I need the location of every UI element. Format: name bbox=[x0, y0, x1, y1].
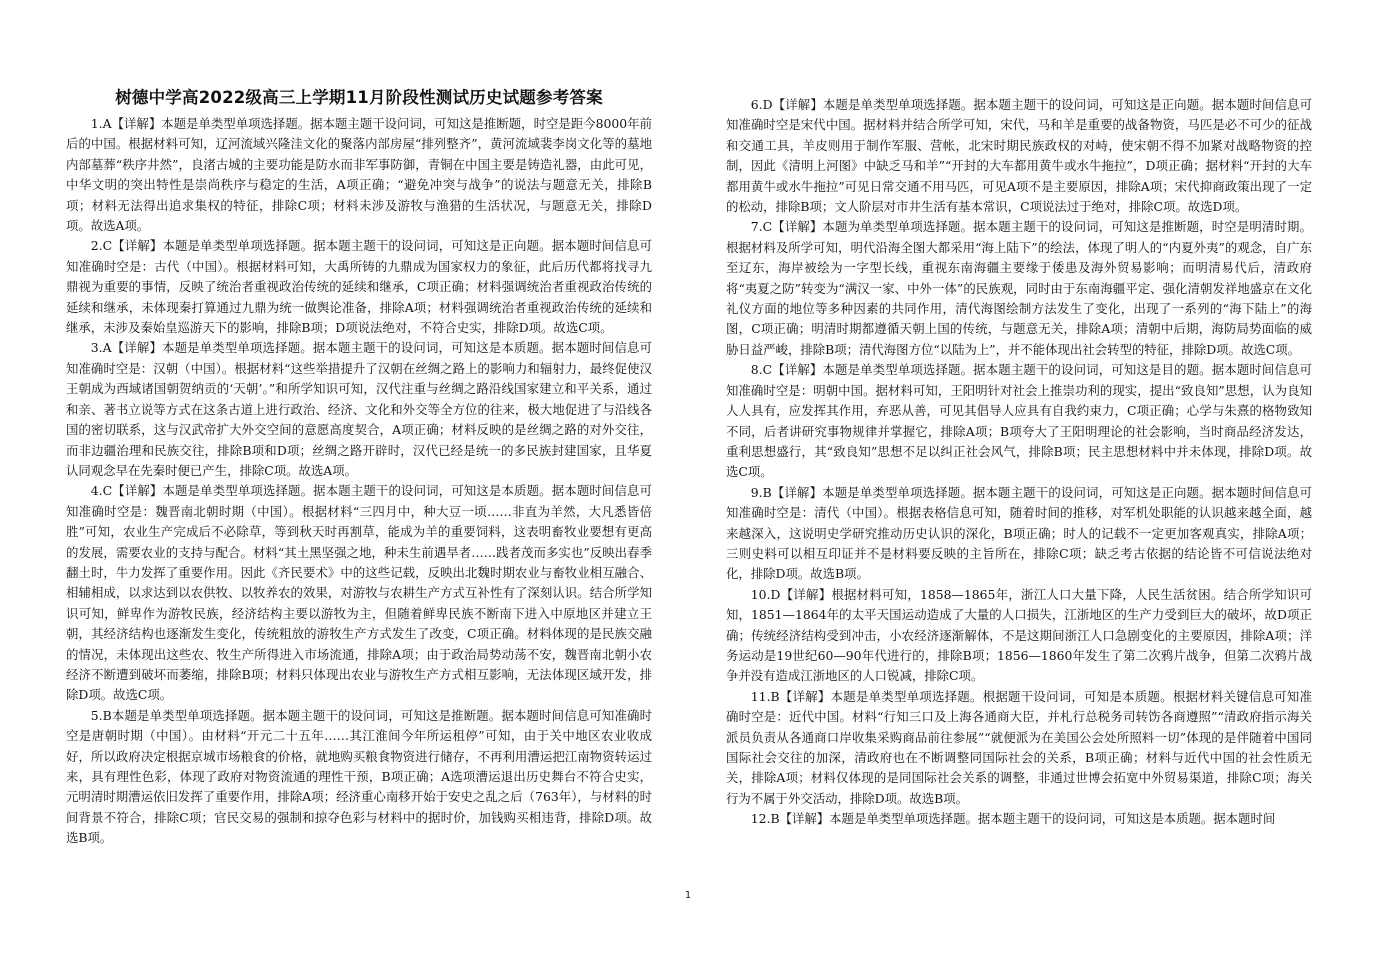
answer-paragraph-11: 11.B【详解】本题是单类型单项选择题。根据题干设问词，可知是本质题。根据材料关键信息可知准确时空是：近代中国。材料“行知三口及上海各通商大臣，并札行总税务司转饬各商遵照”“清政府指示海关派员负责从各通商口岸收集采购商品前往参展”“就便派为在美国公会处所照料一切”体现的是伴随着中国同国际社会交往的加深，清政府也在不断调整同国际社会的关系，B项正确；材料与近代中国的社会性质无关，排除A项；材料仅体现的是同国际社会关系的调整，非通过世博会拓宽中外贸易渠道，排除C项；海关行为不属于外交活动，排除D项。故选B项。 bbox=[726, 688, 1312, 806]
answer-paragraph-3: 3.A【详解】本题是单类型单项选择题。据本题主题干的设问词，可知这是本质题。据本题时间信息可知准确时空是：汉朝（中国）。根据材料“这些举措提升了汉朝在丝绸之路上的影响力和辐射力，最终促使汉王朝成为西域诸国朝贺纳贡的‘天朝’。”和所学知识可知，汉代注重与丝绸之路沿线国家建立和平关系，通过和亲、著书立说等方式在这条古道上进行政治、经济、文化和外交等全方位的往来，极大地促进了与沿线各国的密切联系，这与汉武帝扩大外交空间的意愿高度契合，A项正确；材料反映的是丝绸之路的对外交往，而非边疆治理和民族交往，排除B项和D项；丝绸之路开辟时，汉代已经是统一的多民族封建国家，且华夏认同观念早在先秦时便已产生，排除C项。故选A项。 bbox=[66, 340, 652, 478]
answer-paragraph-5: 5.B本题是单类型单项选择题。据本题主题干的设问词，可知这是推断题。据本题时间信息可知准确时空是唐朝时期（中国）。由材料“开元二十五年……其江淮间今年所运租停”可知，由于关中地区农业收成好，所以政府决定根据京城市场粮食的价格，就地购买粮食物资进行储存，不再利用漕运把江南物资转运过来，具有理性色彩，体现了政府对物资流通的理性干预，B项正确；A选项漕运退出历史舞台不符合史实，元明清时期漕运依旧发挥了重要作用，排除A项；经济重心南移开始于安史之乱之后（763年），与材料的时间背景不符合，排除C项；官民交易的强制和掠夺色彩与材料中的据时价，加钱购买相违背，排除D项。故选B项。 bbox=[66, 707, 652, 846]
answer-paragraph-4: 4.C【详解】本题是单类型单项选择题。据本题主题干的设问词，可知这是本质题。据本题时间信息可知准确时空是：魏晋南北朝时期（中国）。根据材料“三四月中，种大豆一顷……非直为羊然，大凡悉皆倍胜”可知，农业生产完成后不必除草，等到秋天时再割草，能成为羊的重要饲料，这表明畜牧业要想有更高的发展，需要农业的支持与配合。材料“其土黑坚强之地，种未生前遇旱者……践者茂而多实也”反映出春季翻土时，牛力发挥了重要作用。因此《齐民要术》中的这些记载，反映出北魏时期农业与畜牧业相互融合、相辅相成，以求达到以农供牧、以牧养农的效果，对游牧与农耕生产方式互补性有了深刻认识。结合所学知识可知，鲜卑作为游牧民族，经济结构主要以游牧为主，但随着鲜卑民族不断南下进入中原地区并建立王朝，其经济结构也逐渐发生变化，传统粗放的游牧生产方式发生了改变，C项正确。材料体现的是民族交融的情况，未体现出这些农、牧生产所得进入市场流通，排除A项；由于政治局势动荡不安，魏晋南北朝小农经济不断遭到破坏而萎缩，排除B项；材料只体现出农业与游牧生产方式相互影响，无法体现区域开发，排除D项。故选C项。 bbox=[66, 483, 652, 703]
answer-paragraph-2: 2.C【详解】本题是单类型单项选择题。据本题主题干的设问词，可知这是正向题。据本题时间信息可知准确时空是：古代（中国）。根据材料可知，大禹所铸的九鼎成为国家权力的象征，此后历代都将找寻九鼎视为重要的事情，反映了统治者重视政治传统的延续和继承，C项正确；材料强调统治者重视政治传统的延续和继承，未体现秦打算通过九鼎为统一做舆论准备，排除A项；材料强调统治者重视政治传统的延续和继承，未涉及秦始皇巡游天下的影响，排除B项；D项说法绝对，不符合史实，排除D项。故选C项。 bbox=[66, 238, 652, 336]
answer-paragraph-10: 10.D【详解】根据材料可知，1858—1865年，浙江人口大量下降，人民生活贫困。结合所学知识可知，1851—1864年的太平天国运动造成了大量的人口损失，江浙地区的生产力受到巨大的破坏，故D项正确；传统经济结构受到冲击，小农经济逐渐解体，不是这期间浙江人口急剧变化的主要原因，排除A项；洋务运动是19世纪60—90年代进行的，排除B项；1856—1860年发生了第二次鸦片战争，但第二次鸦片战争并没有造成江浙地区的人口锐减，排除C项。 bbox=[726, 586, 1313, 684]
answer-paragraph-12: 12.B【详解】本题是单类型单项选择题。据本题主题干的设问词，可知这是本质题。据本题时间 bbox=[750, 811, 1276, 827]
page-number: 1 bbox=[684, 890, 692, 901]
answer-paragraph-6: 6.D【详解】本题是单类型单项选择题。据本题主题干的设问词，可知这是正向题。据本题时间信息可知准确时空是宋代中国。据材料并结合所学可知，宋代，马和羊是重要的战备物资，马匹是必不可少的征战和交通工具，羊皮则用于制作军服、营帐，北宋时期民族政权的对峙，使宋朝不得不加紧对战略物资的控制，因此《清明上河图》中缺乏马和羊”“开封的大车都用黄牛或水牛拖拉”，D项正确；据材料“开封的大车都用黄牛或水牛拖拉”可见日常交通不用马匹，可见A项不是主要原因，排除A项；宋代抑商政策出现了一定的松动，排除B项；文人阶层对市井生活有基本常识，C项说法过于绝对，排除C项。故选D项。 bbox=[726, 97, 1312, 215]
answer-paragraph-7: 7.C【详解】本题为单类型单项选择题。据本题主题干的设问词，可知这是推断题，时空是明清时期。根据材料及所学可知，明代沿海全图大都采用“海上陆下”的绘法，体现了明人的“内夏外夷”的观念，自广东至辽东，海岸被绘为一字型长线，重视东南海疆主要缘于倭患及海外贸易影响；而明清易代后，清政府将“夷夏之防”转变为“满汉一家、中外一体”的民族观，同时由于东南海疆平定、强化清朝发祥地盛京在文化礼仪方面的地位等多种因素的共同作用，清代海图绘制方法发生了变化，出现了一系列的“海下陆上”的海图，C项正确；明清时期都遵循天朝上国的传统，与题意无关，排除A项；清朝中后期，海防局势面临的威胁日益严峻，排除B项；清代海图方位“以陆为上”，并不能体现出社会转型的特征，排除D项。故选C项。 bbox=[726, 219, 1312, 357]
right-column bbox=[726, 95, 1312, 830]
left-column bbox=[66, 88, 652, 849]
answer-paragraph-9: 9.B【详解】本题是单类型单项选择题。据本题主题干的设问词，可知这是正向题。据本题时间信息可知准确时空是：清代（中国）。根据表格信息可知，随着时间的推移，对军机处职能的认识越来越全面，越来越深入，这说明史学研究推动历史认识的深化，B项正确；时人的记载不一定更加客观真实，排除A项；三则史料可以相互印证并不是材料要反映的主旨所在，排除C项；缺乏考古依据的结论皆不可信说法绝对化，排除D项。故选B项。 bbox=[726, 484, 1312, 582]
answer-paragraph-8: 8.C【详解】本题是单类型单项选择题。据本题主题干的设问词，可知这是目的题。据本题时间信息可知准确时空是：明朝中国。据材料可知，王阳明针对社会上推崇功利的现实，提出“致良知”思想，认为良知人人具有，应发挥其作用，弃恶从善，可见其倡导人应具有自我约束力，C项正确；心学与朱熹的格物致知不同，后者讲研究事物规律并掌握它，排除A项；B项夸大了王阳明理论的社会影响，当时商品经济发达，重利思想盛行，其“致良知”思想不足以纠正社会风气，排除B项；民主思想材料中并未体现，排除D项。故选C项。 bbox=[726, 362, 1312, 480]
document-title: 树德中学高2022级高三上学期11月阶段性测试历史试题参考答案 bbox=[115, 88, 603, 107]
answer-paragraph-1: 1.A【详解】本题是单类型单项选择题。据本题主题干设问词，可知这是推断题，时空是距今8000年前后的中国。根据材料可知，辽河流域兴隆洼文化的聚落内部房屋“排列整齐”，黄河流域裴李岗文化等的墓地内部墓葬“秩序井然”，良渚古城的主要功能是防水而非军事防御，青铜在中国主要是铸造礼器，由此可见，中华文明的突出特性是崇尚秩序与稳定的生活，A项正确；“避免冲突与战争”的说法与题意无关，排除B项；材料无法得出追求集权的特征，排除C项；材料未涉及游牧与渔猎的生活状况，与题意无关，排除D项。故选A项。 bbox=[66, 116, 652, 234]
